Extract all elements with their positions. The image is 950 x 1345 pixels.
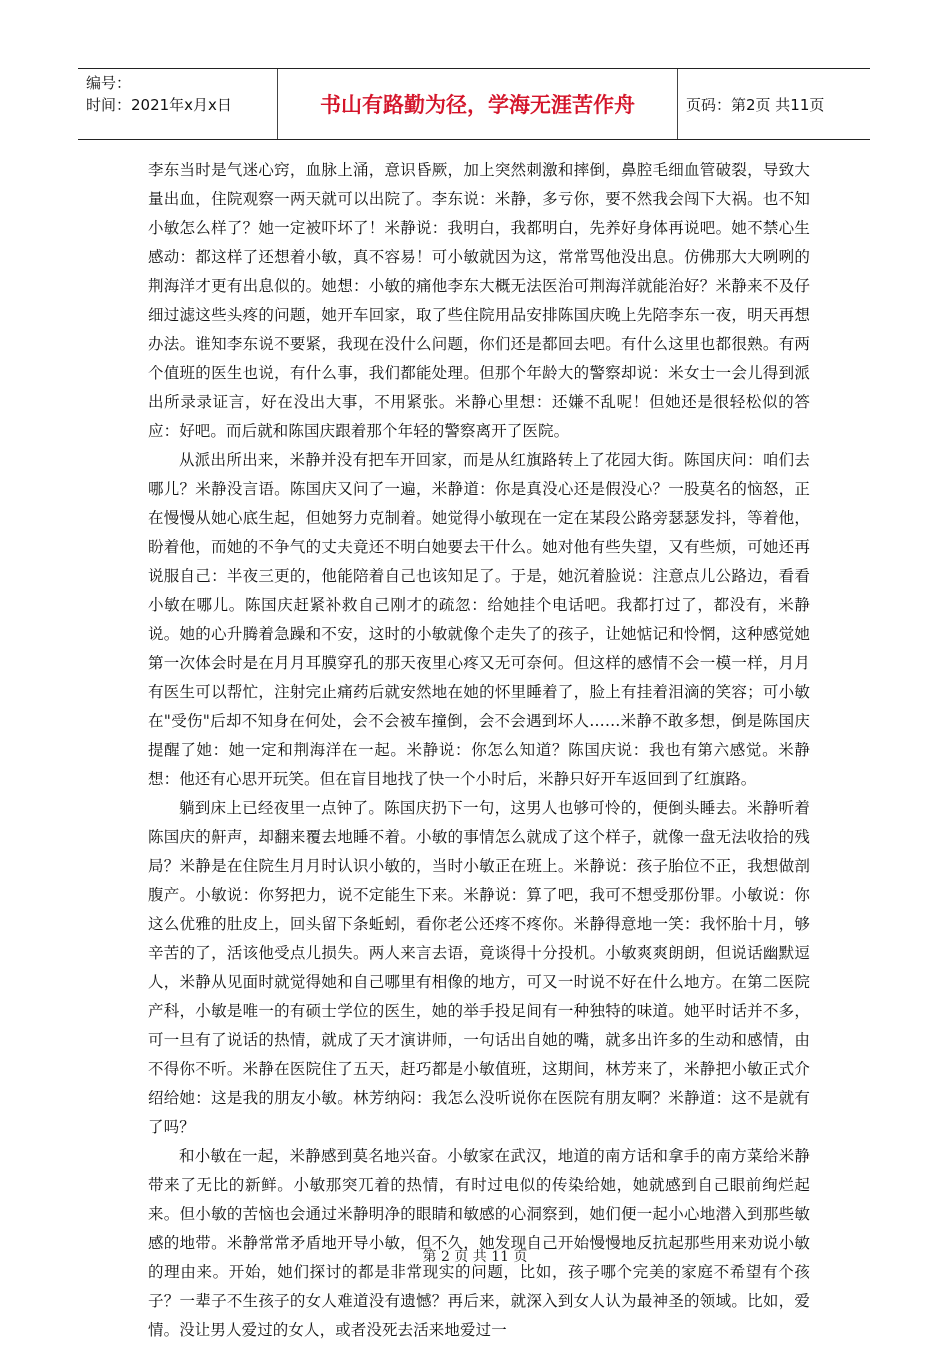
document-body [148,156,810,1345]
page-header [78,68,870,140]
paragraph-2: 从派出所出来，米静并没有把车开回家，而是从红旗路转上了花园大街。陈国庆问：咱们去哪儿？米静没言语。陈国庆又问了一遍，米静道：你是真没心还是假没心？一股莫名的恼怒，正在慢慢从她心底生起，但她努力克制着。她觉得小敏现在一定在某段公路旁瑟瑟发抖，等着他，盼着他，而她的不争气的丈夫竟还不明白她要去干什么。她对他有些失望，又有些烦，可她还再说服自己：半夜三更的，他能陪着自己也该知足了。于是，她沉着脸说：注意点儿公路边，看看小敏在哪儿。陈国庆赶紧补救自己刚才的疏忽：给她挂个电话吧。我都打过了，都没有，米静说。她的心升腾着急躁和不安，这时的小敏就像个走失了的孩子，让她惦记和怜惘，这种感觉她第一次体会时是在月月耳膜穿孔的那天夜里心疼又无可奈何。但这样的感情不会一模一样，月月有医生可以帮忙，注射完止痛药后就安然地在她的怀里睡着了，脸上有挂着泪滴的笑容；可小敏在"受伤"后却不知身在何处，会不会被车撞倒，会不会遇到坏人……米静不敢多想，倒是陈国庆提醒了她：她一定和荆海洋在一起。米静说：你怎么知道？陈国庆说：我也有第六感觉。米静想：他还有心思开玩笑。但在盲目地找了快一个小时后，米静只好开车返回到了红旗路。 [148,451,810,788]
header-motto: 书山有路勤为径，学海无涯苦作舟 [278,69,678,139]
paragraph-4: 和小敏在一起，米静感到莫名地兴奋。小敏家在武汉，地道的南方话和拿手的南方菜给米静带来了无比的新鲜。小敏那突兀着的热情，有时过电似的传染给她，她就感到自己眼前绚烂起来。但小敏的苦恼也会通过米静明净的眼睛和敏感的心洞察到，她们便一起小心地潜入到那些敏感的地带。米静常常矛盾地开导小敏，但不久，她发现自己开始慢慢地反抗起那些用来劝说小敏的理由来。开始，她们探讨的都是非常现实的问题，比如，孩子哪个完美的家庭不希望有个孩子？一辈子不生孩子的女人难道没有遗憾？再后来，就深入到女人认为最神圣的领域。比如，爱情。没让男人爱过的女人，或者没死去活来地爱过一 [148,1147,810,1339]
header-meta [78,69,278,139]
paragraph-3: 躺到床上已经夜里一点钟了。陈国庆扔下一句，这男人也够可怜的，便倒头睡去。米静听着陈国庆的鼾声，却翻来覆去地睡不着。小敏的事情怎么就成了这个样子，就像一盘无法收拾的残局？米静是在住院生月月时认识小敏的，当时小敏正在班上。米静说：孩子胎位不正，我想做剖腹产。小敏说：你努把力，说不定能生下来。米静说：算了吧，我可不想受那份罪。小敏说：你这么优雅的肚皮上，回头留下条蚯蚓，看你老公还疼不疼你。米静得意地一笑：我怀胎十月，够辛苦的了，活该他受点儿损失。两人来言去语，竟谈得十分投机。小敏爽爽朗朗，但说话幽默逗人，米静从见面时就觉得她和自己哪里有相像的地方，可又一时说不好在什么地方。在第二医院产科，小敏是唯一的有硕士学位的医生，她的举手投足间有一种独特的味道。她平时话并不多，可一旦有了说话的热情，就成了天才演讲师，一句话出自她的嘴，就多出许多的生动和感情，由不得你不听。米静在医院住了五天，赶巧都是小敏值班，这期间，林芳来了，米静把小敏正式介绍给她：这是我的朋友小敏。林芳纳闷：我怎么没听说你在医院有朋友啊？米静道：这不是就有了吗？ [148,799,810,1136]
header-page-info: 页码：第2页 共11页 [686,95,825,114]
document-date: 时间：2021年x月x日 [86,96,232,114]
paragraph-1: 李东当时是气迷心窍，血脉上涌，意识昏厥，加上突然刺激和摔倒，鼻腔毛细血管破裂，导致大量出血，住院观察一两天就可以出院了。李东说：米静，多亏你，要不然我会闯下大祸。也不知小敏怎么样了？她一定被吓坏了！米静说：我明白，我都明白，先养好身体再说吧。她不禁心生感动：都这样了还想着小敏，真不容易！可小敏就因为这，常常骂他没出息。仿佛那大大咧咧的荆海洋才更有出息似的。她想：小敏的痛他李东大概无法医治可荆海洋就能治好？米静来不及仔细过滤这些头疼的问题，她开车回家，取了些住院用品安排陈国庆晚上先陪李东一夜，明天再想办法。谁知李东说不要紧，我现在没什么问题，你们还是都回去吧。有什么这里也都很熟。有两个值班的医生也说，有什么事，我们都能处理。但那个年龄大的警察却说：米女士一会儿得到派出所录录证言，好在没出大事，不用紧张。米静心里想：还嫌不乱呢！但她还是很轻松似的答应：好吧。而后就和陈国庆跟着那个年轻的警察离开了医院。 [148,161,810,440]
document-number-label: 编号： [86,74,132,92]
page-footer: 第 2 页 共 11 页 [422,1249,528,1265]
